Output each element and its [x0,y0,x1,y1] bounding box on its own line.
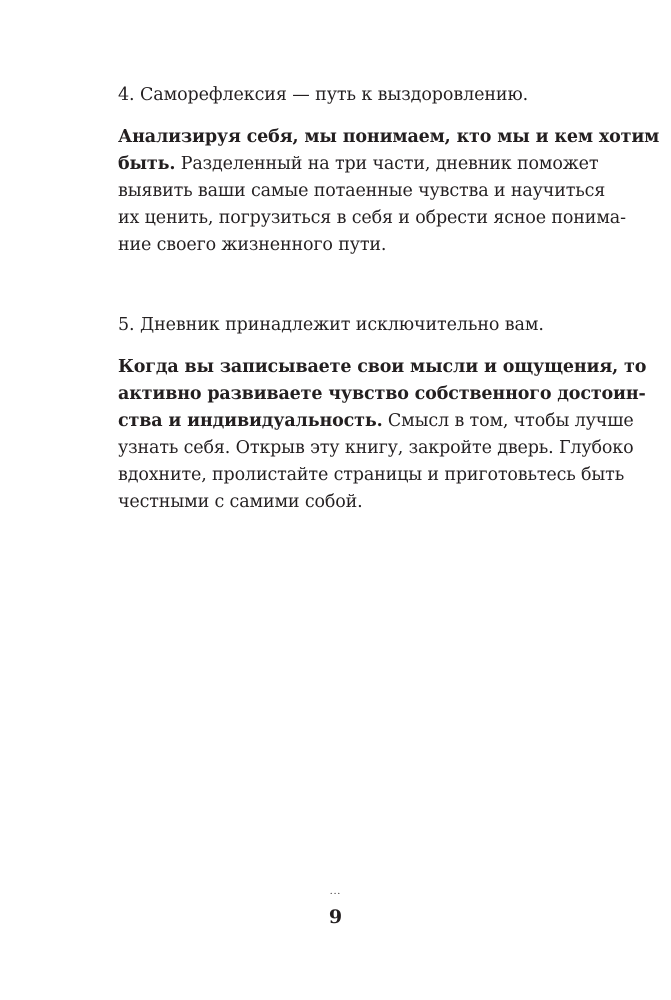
section-paragraph [118,124,660,259]
paragraph-line [118,354,647,381]
section-self-reflection [118,82,660,259]
bold-text: Анализируя себя, мы понимаем, кто мы и кем хотим [118,127,660,147]
bold-text: активно развиваете чувство собственного достоин- [118,384,646,404]
paragraph-line [118,408,634,435]
paragraph-line [118,205,626,232]
regular-text: Смысл в том, чтобы лучше [382,411,634,431]
bold-text: Когда вы записываете свои мысли и ощущения, то [118,357,647,377]
paragraph-line [118,178,606,205]
section-paragraph [118,354,647,516]
regular-text: честными с самими собой. [118,492,363,512]
regular-text: узнать себя. Открыв эту книгу, закройте дверь. Глубоко [118,438,634,458]
paragraph-line [118,489,586,516]
section-heading: 4. Саморефлексия — путь к выздоровлению. [118,85,529,105]
paragraph-line [118,381,646,408]
bold-text: ства и индивидуальность. [118,411,383,431]
paragraph-line [118,462,625,489]
section-heading: 5. Дневник принадлежит исключительно вам. [118,315,544,335]
regular-text: их ценить, погрузиться в себя и обрести ясное понима- [118,208,626,228]
paragraph-line [118,232,586,259]
regular-text: ние своего жизненного пути. [118,235,387,255]
paragraph-line [118,151,599,178]
regular-text: вдохните, пролистайте страницы и приготовьтесь быть [118,465,625,485]
page-number: 9 [328,906,343,928]
regular-text: Разделенный на три части, дневник поможет [175,154,599,174]
paragraph-line [118,124,660,151]
page-ornament: ... [329,887,342,897]
regular-text: выявить ваши самые потаенные чувства и научиться [118,181,606,201]
section-private-diary [118,312,647,516]
paragraph-line [118,435,634,462]
bold-text: быть. [118,154,176,174]
